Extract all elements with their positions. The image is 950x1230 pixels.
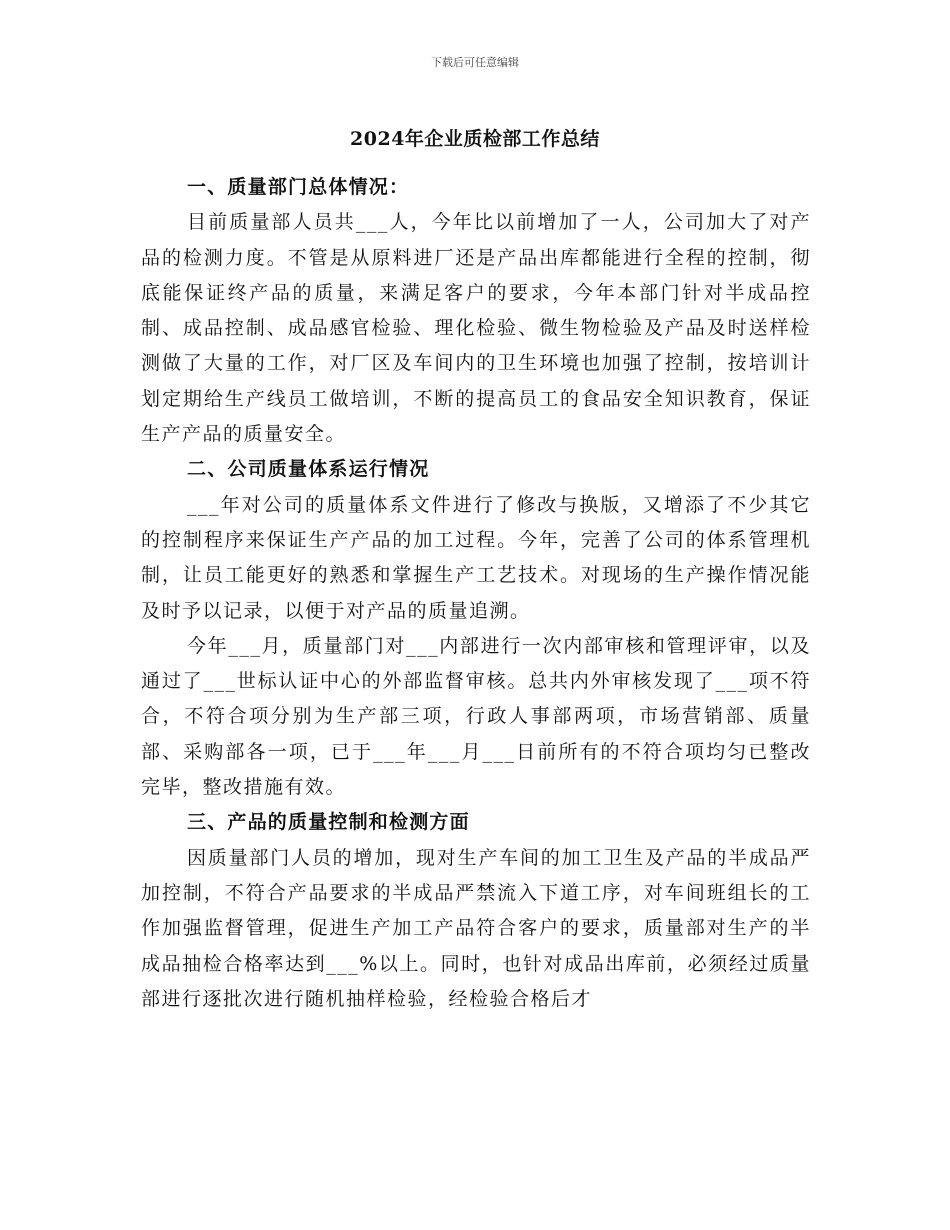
section-2-paragraph-2: 今年___月，质量部门对___内部进行一次内部审核和管理评审，以及通过了___世标认证中心的外部监督审核。总共内外审核发现了___项不符合，不符合项分别为生产部三项，行政人事部两项，市场营销部、质量部、采购部各一项，已于___年___月___日前所有的不符合项均匀已整改完毕，整改措施有效。 [141,634,811,799]
section-heading-2: 二、公司质量体系运行情况 [187,458,430,481]
document-body [141,170,811,1017]
document-title: 2024年企业质检部工作总结 [350,128,600,150]
section-1-paragraph-1: 目前质量部人员共___人，今年比以前增加了一人，公司加大了对产品的检测力度。不管是从原料进厂还是产品出库都能进行全程的控制，彻底能保证终产品的质量，来满足客户的要求，今年本部门针对半成品控制、成品控制、成品感官检验、理化检验、微生物检验及产品及时送样检测做了大量的工作，对厂区及车间内的卫生环境也加强了控制，按培训计划定期给生产线员工做培训，不断的提高员工的食品安全知识教育，保证生产产品的质量安全。 [141,211,811,446]
header-note: 下载后可任意编辑 [431,56,519,69]
section-heading-1: 一、质量部门总体情况： [187,176,410,198]
section-heading-3: 三、产品的质量控制和检测方面 [187,811,470,834]
section-2-paragraph-1: ___年对公司的质量体系文件进行了修改与换版，又增添了不少其它的控制程序来保证生产产品的加工过程。今年，完善了公司的体系管理机制，让员工能更好的熟悉和掌握生产工艺技术。对现场的生产操作情况能及时予以记录，以便于对产品的质量追溯。 [141,493,811,622]
section-3-paragraph-1: 因质量部门人员的增加，现对生产车间的加工卫生及产品的半成品严加控制，不符合产品要求的半成品严禁流入下道工序，对车间班组长的工作加强监督管理，促进生产加工产品符合客户的要求，质量部对生产的半成品抽检合格率达到___%以上。同时，也针对成品出库前，必须经过质量部进行逐批次进行随机抽样检验，经检验合格后才 [141,846,811,1010]
